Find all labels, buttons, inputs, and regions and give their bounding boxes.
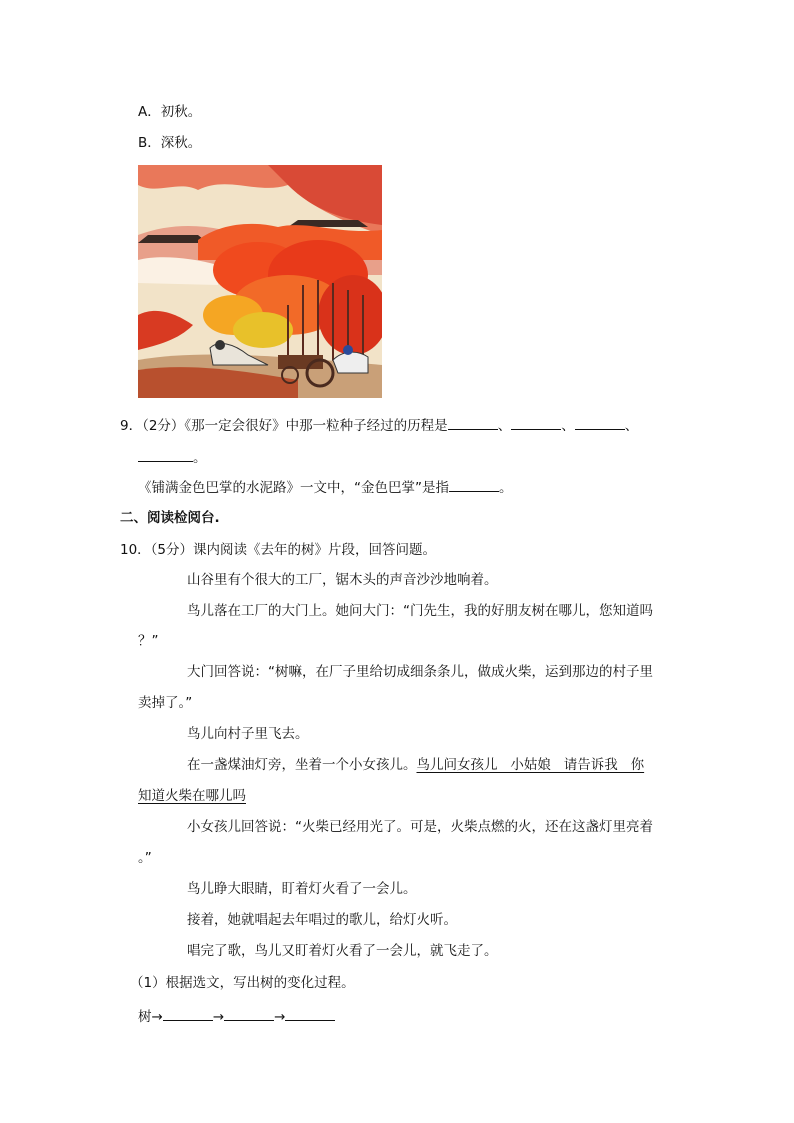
passage-p5a-underlined: 鸟儿问女孩儿 小姑娘 请告诉我 你 (416, 757, 645, 773)
passage-p9: 唱完了歌，鸟儿又盯着灯火看了一会儿，就飞走了。 (187, 943, 498, 959)
q9-blank-4[interactable] (138, 447, 193, 462)
tree-change-chain (138, 1006, 335, 1027)
passage-p3a: 大门回答说：“树嘛，在厂子里给切成细条条儿，做成火柴，运到那边的村子里 (187, 664, 653, 680)
question-9-line-1 (120, 415, 638, 436)
q9-golden-palm-stem: 《铺满金色巴掌的水泥路》一文中，“金色巴掌”是指 (138, 480, 449, 496)
passage-p4: 鸟儿向村子里飞去。 (187, 726, 309, 742)
q9-stem: 9．（2分）《那一定会很好》中那一粒种子经过的历程是 (120, 418, 448, 434)
passage-p6a: 小女孩儿回答说：“火柴已经用光了。可是，火柴点燃的火，还在这盏灯里亮着 (187, 819, 653, 835)
passage-p5b-underlined: 知道火柴在哪儿吗 (138, 788, 246, 804)
arrow-icon: → (274, 1009, 286, 1025)
q9-sep: 、 (624, 418, 639, 434)
section-2-title: 二、阅读检阅台. (120, 510, 220, 526)
arrow-icon: → (212, 1009, 225, 1025)
passage-p8: 接着，她就唱起去年唱过的歌儿，给灯火听。 (187, 912, 457, 928)
question-10-stem: 10．（5分）课内阅读《去年的树》片段，回答问题。 (120, 542, 437, 558)
q9-end: 。 (499, 480, 513, 496)
sub-question-1: （1）根据选文，写出树的变化过程。 (130, 975, 355, 991)
q9-end: 。 (193, 450, 207, 466)
question-9-line-3 (138, 477, 513, 498)
q9-blank-3[interactable] (575, 415, 625, 430)
option-b: B．深秋。 (138, 135, 202, 151)
arrow-icon: → (151, 1009, 163, 1025)
q9-blank-5[interactable] (449, 477, 499, 492)
q9-sep: 、 (497, 418, 512, 434)
passage-p5a (187, 755, 644, 775)
option-a: A．初秋。 (138, 104, 202, 120)
passage-p3b: 卖掉了。” (138, 695, 193, 711)
passage-p7: 鸟儿睁大眼睛，盯着灯火看了一会儿。 (187, 881, 417, 897)
q9-sep: 、 (561, 418, 575, 434)
autumn-landscape-painting (138, 165, 382, 398)
passage-p6b: 。” (138, 850, 152, 866)
passage-p1: 山谷里有个很大的工厂，锯木头的声音沙沙地响着。 (187, 572, 498, 588)
passage-p5a-plain: 在一盏煤油灯旁，坐着一个小女孩儿。 (187, 757, 417, 773)
passage-p2a: 鸟儿落在工厂的大门上。她问大门：“门先生，我的好朋友树在哪儿，您知道吗 (187, 603, 653, 619)
q9-blank-1[interactable] (448, 415, 498, 430)
chain-start: 树 (138, 1009, 152, 1025)
chain-blank-1[interactable] (163, 1006, 213, 1021)
q9-blank-2[interactable] (511, 415, 561, 430)
question-9-line-2 (138, 447, 207, 468)
passage-p2b: ？” (138, 633, 159, 649)
chain-blank-2[interactable] (224, 1006, 274, 1021)
chain-blank-3[interactable] (285, 1006, 335, 1021)
